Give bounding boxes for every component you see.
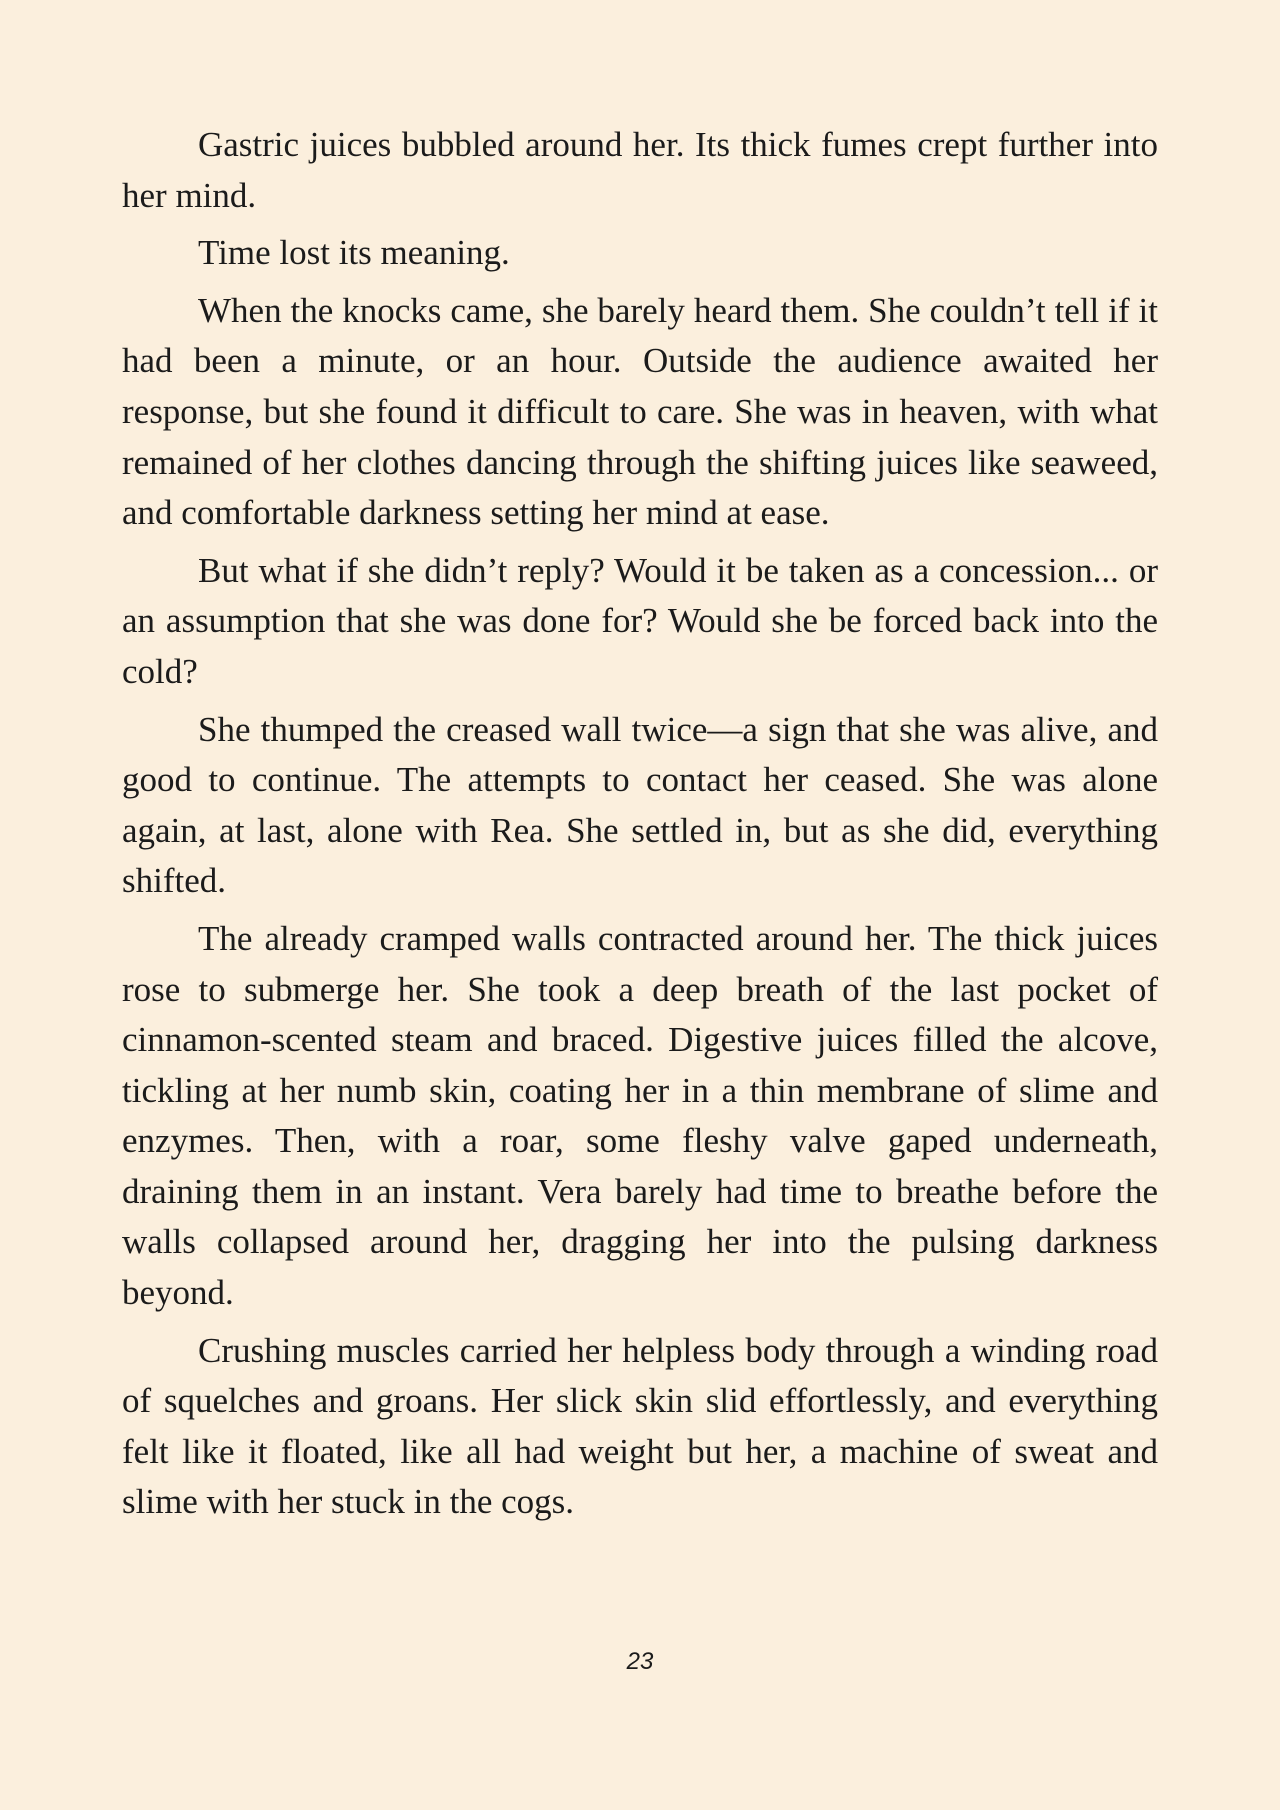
paragraph: Gastric juices bubbled around her. Its thick fumes crept further into her mind. xyxy=(122,125,1158,215)
page-body xyxy=(122,120,1158,1535)
paragraph: Time lost its meaning. xyxy=(198,233,510,273)
paragraph: When the knocks came, she barely heard them. She couldn’t tell if it had been a minute, or an hour. Outside the audience awaited her response, but she found it difficult to care. She was in heaven, with what remained of her clothes dancing through the shifting juices like seaweed, and comfortable darkness setting her mind at ease. xyxy=(122,290,1158,533)
paragraph: The already cramped walls contracted around her. The thick juices rose to submerge her. She took a deep breath of the last pocket of cinnamon-scented steam and braced. Digestive juices filled the alcove, tickling at her numb skin, coating her in a thin membrane of slime and enzymes. Then, with a roar, some fleshy valve gaped underneath, draining them in an instant. Vera barely had time to breathe before the walls collapsed around her, dragging her into the pulsing darkness beyond. xyxy=(122,918,1158,1313)
paragraph: But what if she didn’t reply? Would it be taken as a concession... or an assumption that she was done for? Would she be forced back into the cold? xyxy=(122,550,1158,691)
paragraph: Crushing muscles carried her helpless body through a winding road of squelches and groans. Her slick skin slid effortlessly, and everything felt like it floated, like all had weight but her, a machine of sweat and slime with her stuck in the cogs. xyxy=(122,1330,1158,1522)
paragraph: She thumped the creased wall twice—a sign that she was alive, and good to continue. The attempts to contact her ceased. She was alone again, at last, alone with Rea. She settled in, but as she did, everything shifted. xyxy=(122,709,1158,901)
page-number: 23 xyxy=(626,1648,654,1675)
